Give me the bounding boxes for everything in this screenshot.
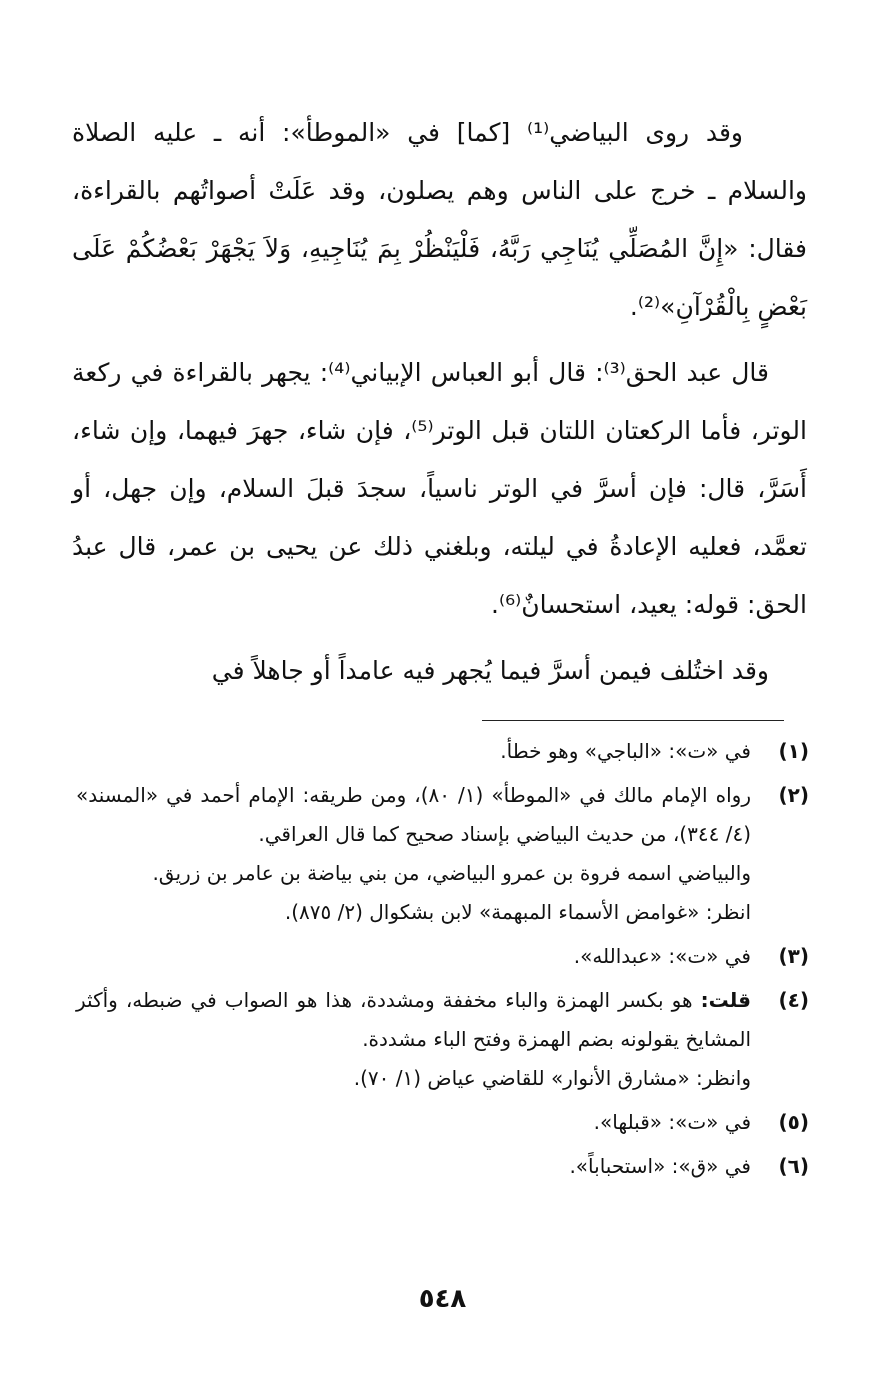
footnote (76, 1147, 809, 1186)
footnote-separator (482, 720, 784, 721)
footnote-text: في «ت»: «قبلها». (593, 1110, 751, 1134)
footnote-number: (٢) (778, 783, 809, 807)
footnote-text: في «ت»: «الباجي» وهو خطأ. (500, 739, 751, 763)
footnote (76, 776, 809, 932)
footnote-lead: قلت: (700, 988, 752, 1012)
footnotes (76, 732, 809, 1191)
footnote-number: (٥) (778, 1110, 809, 1134)
main-text (72, 104, 807, 708)
footnote-text: في «ق»: «استحباباً». (569, 1154, 751, 1178)
footnote-number: (١) (778, 739, 809, 763)
footnote-text: رواه الإمام مالك في «الموطأ» (١/ ٨٠)، ومن طريقه: الإمام أحمد في «المسند» (٤/ ٣٤٤)، من حديث البياضي بإسناد صحيح كما قال العراقي. (76, 783, 751, 846)
footnote-number: (٦) (778, 1154, 809, 1178)
footnote (76, 1103, 809, 1142)
footnote-text: وانظر: «مشارق الأنوار» للقاضي عياض (١/ ٧٠). (353, 1066, 751, 1090)
footnote-text: والبياضي اسمه فروة بن عمرو البياضي، من بني بياضة بن عامر بن زريق. (152, 861, 751, 885)
footnote (76, 981, 809, 1098)
paragraph: وقد اختُلف فيمن أسرَّ فيما يُجهر فيه عامداً أو جاهلاً في (211, 656, 769, 685)
footnote-text-body: هو بكسر الهمزة والباء مخففة ومشددة، هذا هو الصواب في ضبطه، وأكثر المشايخ يقولونه بضم الهمزة وفتح الباء مشددة. (76, 988, 751, 1051)
footnote-number: (٣) (778, 944, 809, 968)
footnote (76, 937, 809, 976)
footnote-text: انظر: «غوامض الأسماء المبهمة» لابن بشكوال (٢/ ٨٧٥). (284, 900, 751, 924)
page-number: ٥٤٨ (418, 1284, 467, 1314)
paragraph: وقد روى البياضي⁽¹⁾ [كما] في «الموطأ»: أنه ـ عليه الصلاة والسلام ـ خرج على الناس وهم يصلون، وقد عَلَتْ أصواتُهم بالقراءة، فقال: «إِنَّ المُصَلِّي يُنَاجِي رَبَّهُ، فَلْيَنْظُرْ بِمَ يُنَاجِيهِ، وَلاَ يَجْهَرْ بَعْضُكُمْ عَلَى بَعْضٍ بِالْقُرْآنِ»⁽²⁾. (72, 118, 807, 321)
footnote-text (76, 981, 751, 1059)
footnote-number: (٤) (778, 988, 809, 1012)
paragraph: قال عبد الحق⁽³⁾: قال أبو العباس الإبياني⁽⁴⁾: يجهر بالقراءة في ركعة الوتر، فأما الركعتان اللتان قبل الوتر⁽⁵⁾، فإن شاء، جهرَ فيهما، وإن شاء، أَسَرَّ، قال: فإن أسرَّ في الوتر ناسياً، سجدَ قبلَ السلام، وإن جهل، أو تعمَّد، فعليه الإعادةُ في ليلته، وبلغني ذلك عن يحيى بن عمر، قال عبدُ الحق: قوله: يعيد، استحسانٌ⁽⁶⁾. (72, 358, 807, 619)
footnote (76, 732, 809, 771)
footnote-text: في «ت»: «عبدالله». (573, 944, 751, 968)
